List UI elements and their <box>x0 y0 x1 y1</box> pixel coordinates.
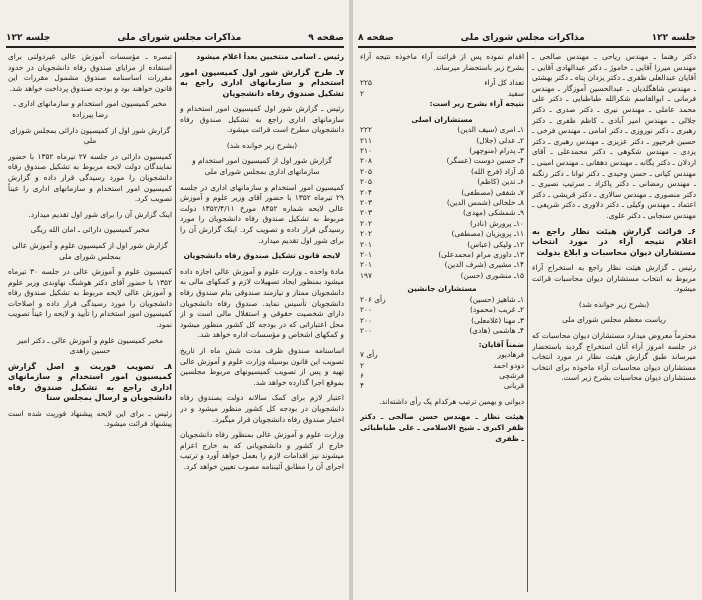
page-8 <box>352 0 702 600</box>
vote-count: ۲۰۳ <box>360 198 372 208</box>
paragraph: ریاست معظم مجلس شورای ملی <box>562 315 666 325</box>
paragraph: تبصره ـ مؤسسات آموزش عالی غیردولتی برای استفاده از مزایای صندوق رفاه دانشجویان در حدود مقررات اساسنامه صندوق مشمول مقررات این قانون خواهند بود و بودجه صندوق پرداخت خواهد شد. <box>8 52 172 93</box>
alternate-list <box>360 295 524 337</box>
results-heading: نتیجه آراء بشرح زیر است: <box>429 99 524 108</box>
paragraph: (بشرح زیر خوانده شد) <box>578 299 650 309</box>
column-divider <box>527 52 528 592</box>
vote-row <box>360 78 524 88</box>
paragraph: گزارش شور اول از کمیسیون علوم و آموزش عالی بمجلس شورای ملی <box>12 240 168 261</box>
vote-count: ۴ <box>360 381 364 391</box>
text-column-right <box>532 52 696 597</box>
paragraph: لایحه قانون تشکیل صندوق رفاه دانشجویان <box>183 251 341 261</box>
vote-row <box>360 219 524 229</box>
candidate-name: ۴ـ حسین دوست (عسگر) <box>446 156 524 166</box>
page-number: صفحه ۸ <box>358 33 394 43</box>
candidate-name: ۱ـ شاهیز (حسین) <box>469 294 524 304</box>
session-number: جلسه ۱۲۲ <box>651 33 696 43</box>
principal-list <box>360 125 524 281</box>
vote-row <box>360 271 524 281</box>
vote-count: ۲۰۰ <box>360 305 372 315</box>
vote-count: ۲۱۰ <box>360 146 372 155</box>
vote-row <box>360 136 524 146</box>
principal-subheading: مستشاران اصلی <box>411 114 473 124</box>
paragraph: مخبر کمیسیون دارائی ـ امان الله ریگی <box>30 225 150 235</box>
paragraph: اساسنامه صندوق ظرف مدت شش ماه از تاریخ تصویب این قانون بوسیله وزارت علوم و آموزش عالی تهیه و پس از تصویب کمیسیونهای مربوط مجلسین بموقع اجرا گذارده خواهد شد. <box>180 345 344 387</box>
candidate-name: ۱ـ امری (سیف الدین) <box>457 125 524 135</box>
paragraph: گزارش شور اول از کمیسیون امور استخدام و سازمانهای اداری بمجلس شورای ملی <box>192 156 332 177</box>
vote-summary <box>360 78 524 99</box>
vote-row <box>360 229 524 239</box>
candidate-name: ۳ـ مهنا (غلامعلی) <box>471 315 524 325</box>
vote-count: ۲۰۰ <box>360 326 372 336</box>
vote-row <box>360 167 524 177</box>
vote-row <box>360 188 524 198</box>
supervisors-signature: هیئت نظار ـ مهندس حسن صالحی ـ دکتر ظفر اکبری ـ شیخ الاسلامی ـ علی طباطبائی ـ ظفری <box>360 412 524 443</box>
paragraph: محترماً معروض میدارد مستشاران دیوان محاسبات که در جلسه امروز آراء آنان استخراج گردید باستحضار میرساند طبق گزارش هیئت نظار در مورد انتخاب مستشاران دیوان محاسبات آراء ماخوذه برای انتخاب مستشاران دیوان محاسبات بشرح زیر است. <box>532 330 696 383</box>
page-header <box>358 30 696 48</box>
candidate-name: ۶ـ تدین (کاظم) <box>477 177 524 187</box>
results-intro: اقدام نموده پس از قرائت آراء ماخوذه نتیجه آراء بشرح زیر باستحضار میرساند. <box>360 52 524 72</box>
candidate-name: ۸ـ خلخالی (شمس الدین) <box>446 198 524 208</box>
paragraph: (بشرح زیر خوانده شد) <box>226 140 298 150</box>
paragraph: رئیس ـ برای این لایحه پیشنهاد فوریت شده است پیشنهاد قرائت میشود. <box>8 408 172 429</box>
vote-count: ۷ رأی <box>360 350 378 360</box>
vote-count: ۲ <box>360 88 364 98</box>
vote-count: ۲۰۱ <box>360 250 372 260</box>
vote-count: ۲۰۵ <box>360 177 372 187</box>
candidate-name: ۱۰ـ پرورش (نادر) <box>469 218 524 228</box>
paragraph: دکتر رهنما ـ مهندس ریاحی ـ مهندس صالحی ـ مهندس میرزا آقایی ـ خاموژ ـ دکتر عبدالهادی آقایی ـ آقایان عبدالعلی ظفری ـ دکتر یزدان پناه ـ دکتر بهشتی ـ مهندس شاهگلدیان ـ عبدالحسین آموزگار ـ مهندس فرمانی ـ ابوالقاسم شکرالله طباطبایی ـ دکتر علی محمد عاملی ـ مهندس نیری ـ دکتر صدری ـ دکتر جلالی ـ مهندس امیر آبادی ـ کاظم ظفری ـ دکتر رهبری ـ دکتر نوروزی ـ دکتر امامی ـ مهندس فرخی ـ حسین فرحپور ـ دکتر عزیزی ـ مهندس رهبری ـ دکتر یزدی ـ مهندس شکوهی ـ دکتر محمدعلی ـ آقای اردلان ـ دکتر یگانه ـ مهندس دهقانی ـ مهندس امینی ـ مهندس کیانی ـ حسن وحیدی ـ دکتر توانا ـ دکتر زنگنه ـ مهندس رمضانی ـ دکتر پاکزاد ـ سرتیپ نصیری ـ دکتر منصوری ـ مهندس سالاری ـ دکتر قریشی ـ دکتر اعتماد ـ مهندس وکیلی ـ دکتر دلاوری ـ دکتر شریفی ـ مهندس سنجابی ـ دکتر علوی. <box>532 52 696 220</box>
candidate-name: ۷ـ شفقی (مصطفی) <box>461 187 524 197</box>
paragraph: کمیسیون امور استخدام و سازمانهای اداری در جلسه ۲۹ تیرماه ۱۳۵۲ با حضور آقای وزیر علوم و آموزش عالی لایحه شماره ۸۴۵۲ مورخ ۱۳۵۲/۴/۱۱ دولت مربوط به تشکیل صندوق رفاه دانشجویان را مورد رسیدگی قرار داده و تصویب کرد. اینک گزارش آن را برای شور اول تقدیم میدارد. <box>180 182 344 245</box>
candidate-name: ۳ـ پدرام (منوچهر) <box>469 146 524 155</box>
vote-row <box>360 125 524 135</box>
vote-count: ۲۰۸ <box>360 156 372 166</box>
candidate-name: ۱۴ـ مشیری (شرف الدین) <box>444 260 524 270</box>
vote-row <box>360 381 524 391</box>
text-column-right <box>180 52 344 597</box>
vote-count: ۲۰۴ <box>360 187 372 197</box>
vote-row <box>360 198 524 208</box>
vote-count: ۱۹۷ <box>360 270 372 280</box>
paragraph: اعتبار لازم برای کمک سالانه دولت بصندوق رفاه دانشجویان در بودجه کل کشور منظور میشود و در اختیار صندوق رفاه دانشجویان قرار میگیرد. <box>180 393 344 424</box>
paragraph: وزارت علوم و آموزش عالی بمنظور رفاه دانشجویان خارج از کشور و دانشجویانی که به خارج اعزام میشوند نیز اقدامات لازم را بعمل خواهد آورد و ترتیب اجرای آن را مطابق آئیننامه مصوب تعیین خواهد کرد. <box>180 430 344 471</box>
vote-row <box>360 156 524 166</box>
paragraph: ۷ـ طرح گزارش شور اول کمیسیون امور استخدام و سازمانهای اداری راجع به تشکیل صندوق رفاه دانشجویان <box>180 67 344 98</box>
paragraph: مادهٔ واحده ـ وزارت علوم و آموزش عالی اجازه داده میشود بمنظور ایجاد تسهیلات لازم و کمکهای مالی به دانشجویان ممتاز و نیازمند صندوقی بنام صندوق رفاه دانشجویان تأسیس نماید. صندوق رفاه دانشجویان دارای شخصیت حقوقی و استقلال مالی است و از محل اعتباراتی که در بودجه کل کشور منظور میشود و کمکهای اشخاص و مؤسسات اداره خواهد شد. <box>180 266 344 340</box>
vote-row <box>360 250 524 260</box>
vote-row <box>360 260 524 270</box>
vote-row <box>360 350 524 360</box>
vote-row <box>360 371 524 381</box>
vote-row <box>360 146 524 156</box>
candidate-name: سفید <box>507 88 524 98</box>
journal-title: مذاکرات مجلس شورای ملی <box>117 33 242 43</box>
vote-row <box>360 361 524 371</box>
vote-row <box>360 316 524 326</box>
vote-count: ۲ <box>360 360 364 370</box>
vote-count: ۲۱۱ <box>360 135 372 145</box>
candidate-name: ۱۵ـ منشوری (حسن) <box>460 270 524 280</box>
alternate-subheading: مستشاران جانشین <box>407 284 477 294</box>
journal-title: مذاکرات مجلس شورای ملی <box>460 33 585 43</box>
vote-count: ۲۰۱ <box>360 260 372 270</box>
candidate-name: ۱۱ـ پرویزیان (مصطفی) <box>451 229 524 239</box>
vote-row <box>360 240 524 250</box>
vote-row <box>360 295 524 305</box>
vote-count: ۲۰۳ <box>360 208 372 218</box>
candidate-name: ۱۲ـ ولیکی (عباس) <box>467 239 524 249</box>
text-column-left <box>8 52 172 597</box>
vote-count: ۲۲۲ <box>360 125 372 135</box>
page-number: صفحه ۹ <box>308 33 344 43</box>
candidate-name: ۲ـ غریب (محمود) <box>470 305 524 315</box>
paragraph: مخبر کمیسیون امور استخدام و سازمانهای اداری ـ رضا پیرزاده <box>13 99 167 119</box>
vote-count: ۲۲۵ <box>360 78 372 88</box>
candidate-name: فرهادپور <box>497 350 524 360</box>
paragraph: گزارش شور اول از کمیسیون دارائی بمجلس شورای ملی <box>9 125 171 146</box>
candidate-name: قربانی <box>503 381 524 391</box>
candidate-name: دودو احمد <box>493 360 524 370</box>
vote-row <box>360 89 524 99</box>
vote-count: ۲۰۲ <box>360 218 372 228</box>
results-closing: دیوانی و بهمین ترتیب هرکدام یک رأی داشته‌اند. <box>379 396 524 406</box>
candidate-name: ۹ـ شمشکی (مهدی) <box>463 208 524 218</box>
vote-count: ۲۰۵ <box>360 166 372 176</box>
vote-row <box>360 208 524 218</box>
session-number: جلسه ۱۲۲ <box>6 33 51 43</box>
others-list <box>360 350 524 392</box>
candidate-name: ۱۳ـ داوری مرام (محمدعلی) <box>438 250 524 260</box>
paragraph: رئیس ـ گزارش شور اول کمیسیون امور استخدام و سازمانهای اداری راجع به تشکیل صندوق رفاه دانشجویان مطرح است قرائت میشود. <box>180 104 344 135</box>
vote-count: ۶ <box>360 370 364 380</box>
candidate-name: ۴ـ هاشمی (هادی) <box>469 326 524 336</box>
page-9 <box>0 0 350 600</box>
paragraph: رئیس ـ گزارش هیئت نظار راجع به استخراج آراء مربوط به انتخاب مستشاران دیوان محاسبات قرائت میشود. <box>532 263 696 294</box>
page-header <box>6 30 344 48</box>
vote-count: ۲۰۱ <box>360 239 372 249</box>
paragraph: رئیس ـ اسامی منتخبین بعداً اعلام میشود <box>196 52 344 61</box>
paragraph: کمیسیون دارائی در جلسه ۲۷ تیرماه ۱۳۵۲ با حضور نمایندگان دولت لایحه مربوط به تشکیل صندوق رفاه دانشجویان را مورد رسیدگی قرار داده و گزارش کمیسیون امور استخدام و سازمانهای اداری را عیناً تصویب کرد. <box>8 151 172 204</box>
vote-row <box>360 177 524 187</box>
vote-count: ۲۰۲ <box>360 229 372 239</box>
paragraph: اینک گزارش آن را برای شور اول تقدیم میدارد. <box>28 209 172 219</box>
paragraph: کمیسیون علوم و آموزش عالی در جلسه ۳۰ تیرماه ۱۳۵۲ با حضور آقای دکتر هوشنگ نهاوندی وزیر علوم و آموزش عالی لایحه مربوط به تشکیل صندوق رفاه دانشجویان را مورد رسیدگی قرار داده و اصلاحات کمیسیون امور استخدام را تأیید و لایحه را عیناً تصویب نمود. <box>8 267 172 330</box>
candidate-name: ۲ـ عدلی (جلال) <box>476 135 524 145</box>
candidate-name: ۵ـ آزاد (فرج الله) <box>470 166 524 176</box>
paragraph: ۶ـ قرائت گزارش هیئت نظار راجع به اعلام نتیجه آراء در مورد انتخاب مستشاران دیوان محاسبات و ابلاغ بدولت <box>532 226 696 257</box>
candidate-name: فرشچی <box>499 370 524 380</box>
vote-count: ۲۰۶ رأی <box>360 294 386 304</box>
vote-results-column <box>360 52 524 597</box>
candidate-name: تعداد کل آراء <box>484 78 524 88</box>
vote-row <box>360 305 524 315</box>
paragraph: ۸ـ تصویب فوریت و اصل گزارش کمیسیون امور استخدام و سازمانهای اداری راجع به تشکیل صندوق رفاه دانشجویان و ارسال بمجلس سنا <box>8 361 172 403</box>
vote-count: ۲۰۰ <box>360 315 372 325</box>
paragraph: مخبر کمیسیون علوم و آموزش عالی ـ دکتر امیر حسین زاهدی <box>17 335 163 356</box>
others-subheading: ضمناً آقایان: <box>478 339 524 349</box>
column-divider <box>175 52 176 592</box>
vote-row <box>360 326 524 336</box>
